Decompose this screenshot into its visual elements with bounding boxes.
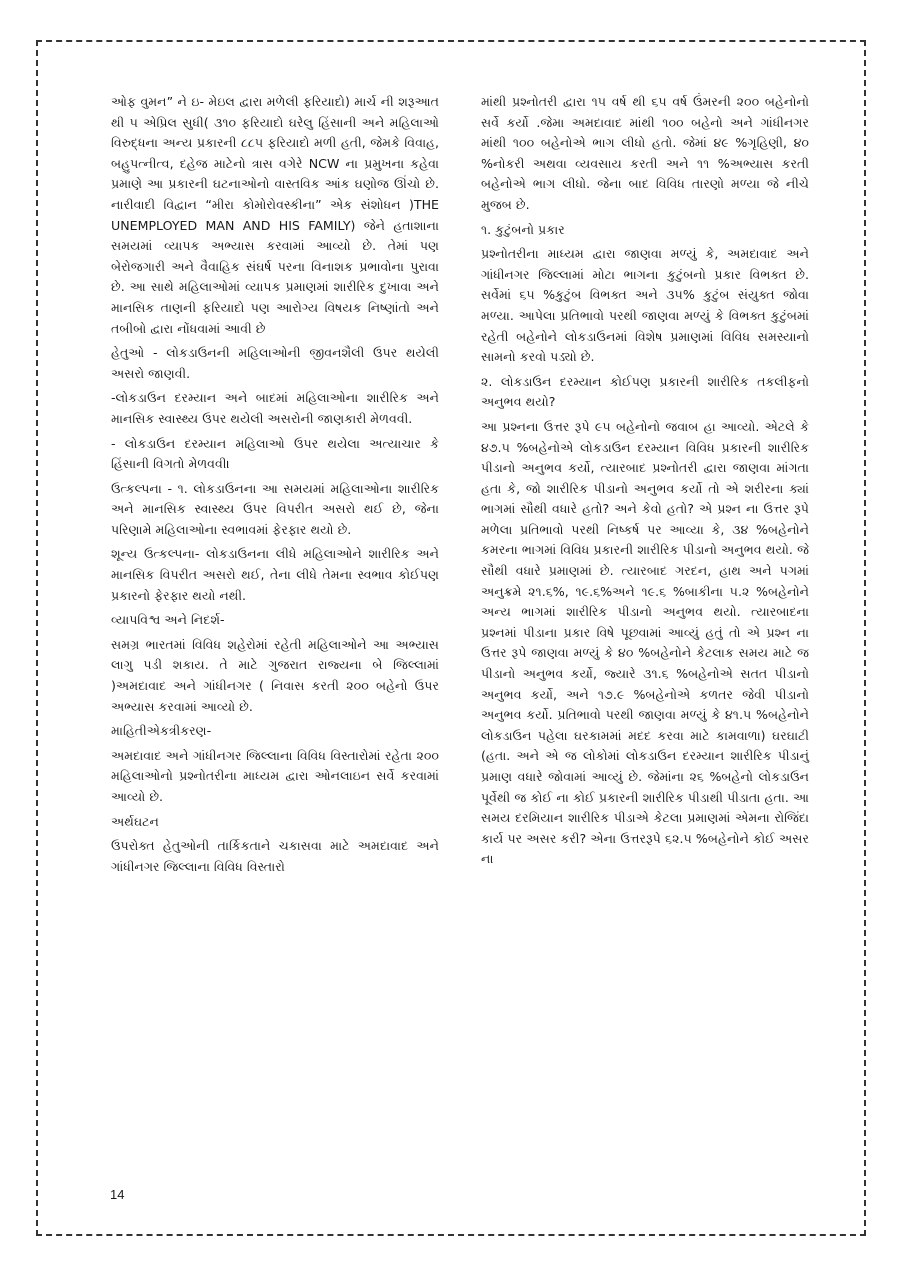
section-heading: અર્થઘટન <box>111 813 159 829</box>
paragraph: ઓફ વુમન” ને ઇ- મેઇલ દ્વારા મળેલી ફરિયાદો) માર્ચ ની શરૂઆત થી ૫ એપ્રિલ સુધી( ૩૧૦ ફરિયાદો ઘરેલુ હિંસાની અને મહિલાઓ વિરુદ્ધના અન્ય પ્રકારની ૮૮૫ ફરિયાદો મળી હતી, જેમકે વિવાહ, બહુપત્નીત્વ, દહેજ માટેનો ત્રાસ વગેરે NCW ના પ્રમુખના કહેવા પ્રમાણે આ પ્રકારની ઘટનાઓનો વાસ્તવિક આંક ઘણોજ ઊંચો છે. નારીવાદી વિદ્વાન “મીરા કોમોરોવસ્કીના” એક સંશોધન )THE UNEMPLOYED MAN AND HIS FAMILY) જેને હતાશાના સમયમાં વ્યાપક અભ્યાસ કરવામાં આવ્યો છે. તેમાં પણ બેરોજગારી અને વૈવાહિક સંઘર્ષ પરના વિનાશક પ્રભાવોના પુરાવા છે. આ સાથે મહિલાઓમાં વ્યાપક પ્રમાણમાં શારીરિક દુખાવા અને માનસિક તાણની ફરિયાદો પણ આરોગ્ય વિષયક નિષ્ણાંતો અને તબીબો દ્વારા નોંધવામાં આવી છે <box>111 94 439 336</box>
section-heading: ૧. કુટુંબનો પ્રકાર <box>481 221 565 237</box>
paragraph: ઉત્કલ્પના - ૧. લોકડાઉનના આ સમયમાં મહિલાઓના શારીરિક અને માનસિક સ્વાસ્થ્ય ઉપર વિપરીત અસરો થઈ છે, જેના પરિણામે મહિલાઓના સ્વભાવમાં ફેરફાર થયો છે. <box>111 480 439 537</box>
left-column <box>111 92 439 881</box>
paragraph: માંથી પ્રશ્નોતરી દ્વારા ૧૫ વર્ષ થી ૬૫ વર્ષ ઉંમરની ૨૦૦ બહેનોનો સર્વે કર્યો .જેમા અમદાવાદ માંથી ૧૦૦ બહેનો અને ગાંધીનગર માંથી ૧૦૦ બહેનોએ ભાગ લીધો હતો. જેમાં ૪૯ %ગૃહિણી, ૪૦ %નોકરી અથવા વ્યવસાય કરતી અને ૧૧ %અભ્યાસ કરતી બહેનોએ ભાગ લીધો. જેના બાદ વિવિધ તારણો મળ્યા જે નીચે મુજબ છે. <box>481 94 809 212</box>
paragraph: અમદાવાદ અને ગાંધીનગર જિલ્લાના વિવિધ વિસ્તારોમાં રહેતા ૨૦૦ મહિલાઓનો પ્રશ્નોતરીના માધ્યમ દ્વારા ઓનલાઇન સર્વે કરવામાં આવ્યો છે. <box>111 747 439 804</box>
section-heading: માહિતીએકત્રીકરણ- <box>111 723 212 739</box>
right-column <box>481 92 809 874</box>
paragraph: - લોકડાઉન દરમ્યાન મહિલાઓ ઉપર થયેલા અત્યાચાર કે હિંસાની વિગતો મેળવવી। <box>111 435 439 472</box>
paragraph: આ પ્રશ્નના ઉત્તર રૂપે ૯૫ બહેનોનો જવાબ હા આવ્યો. એટલે કે ૪૭.૫ %બહેનોએ લોકડાઉન દરમ્યાન વિવિધ પ્રકારની શારીરિક પીડાનો અનુભવ કર્યો, ત્યારબાદ પ્રશ્નોતરી દ્વારા જાણવા માંગતા હતા કે, જો શારીરિક પીડાનો અનુભવ કર્યો તો એ શરીરના ક્યાં ભાગમાં સૌથી વધારે હતો? અને કેવો હતો? એ પ્રશ્ન ના ઉત્તર રૂપે મળેલા પ્રતિભાવો પરથી નિષ્કર્ષ પર આવ્યા કે, ૩૪ %બહેનોને કમરના ભાગમાં વિવિધ પ્રકારની શારીરિક પીડાનો અનુભવ થયો. જે સૌથી વધારે પ્રમાણમાં છે. ત્યારબાદ ગરદન, હાથ અને પગમાં અનુક્રમે ૨૧.૬%, ૧૯.૬%અને ૧૯.૬ %બાકીના ૫.૨ %બહેનોને અન્ય ભાગમાં શારીરિક પીડાનો અનુભવ થયો. ત્યારબાદના પ્રશ્નમાં પીડાના પ્રકાર વિષે પૂછવામાં આવ્યું હતું તો એ પ્રશ્ન ના ઉત્તર રૂપે જાણવા મળ્યું કે ૪૦ %બહેનોને કેટલાક સમય માટે જ પીડાનો અનુભવ કર્યો, જ્યારે ૩૧.૬ %બહેનોએ સતત પીડાનો અનુભવ કર્યો, અને ૧૭.૯ %બહેનોએ કળતર જેવી પીડાનો અનુભવ કર્યો. પ્રતિભાવો પરથી જાણવા મળ્યું કે ૪૧.૫ %બહેનોને લોકડાઉન પહેલા ઘરકામમાં મદદ કરવા માટે કામવાળા) ઘરઘાટી (હતા. અને એ જ લોકોમાં લોકડાઉન દરમ્યાન શારીરિક પીડાનું પ્રમાણ વધારે જોવામાં આવ્યું છે. જેમાંના ૨૬ %બહેનો લોકડાઉન પૂર્વેથી જ કોઈ ના કોઈ પ્રકારની શારીરિક પીડાથી પીડાતા હતા. આ સમય દરમિયાન શારીરિક પીડાએ કેટલા પ્રમાણમાં એમના રોજિંદા કાર્ય પર અસર કરી? એના ઉત્તરરૂપે ૬૨.૫ %બહેનોને કોઈ અસર ના <box>481 418 809 867</box>
paragraph: શૂન્ય ઉત્કલ્પના- લોકડાઉનના લીધે મહિલાઓને શારીરિક અને માનસિક વિપરીત અસરો થઈ, તેના લીધે તેમના સ્વભાવ કોઈપણ પ્રકારનો ફેરફાર થયો નથી. <box>111 546 439 603</box>
paragraph: સમગ્ર ભારતમાં વિવિધ શહેરોમાં રહેતી મહિલાઓને આ અભ્યાસ લાગુ પડી શકાય. તે માટે ગુજરાત રાજ્યના બે જિલ્લામાં )અમદાવાદ અને ગાંધીનગર ( નિવાસ કરતી ૨૦૦ બહેનો ઉપર અભ્યાસ કરવામાં આવ્યો છે. <box>111 636 439 714</box>
question-heading: ૨. લોકડાઉન દરમ્યાન કોઈપણ પ્રકારની શારીરિક તકલીફનો અનુભવ થયો? <box>481 373 809 410</box>
paragraph: હેતુઓ - લોકડાઉનની મહિલાઓની જીવનશૈલી ઉપર થયેલી અસરો જાણવી. <box>111 345 439 381</box>
paragraph: પ્રશ્નોતરીના માધ્યમ દ્વારા જાણવા મળ્યું કે, અમદાવાદ અને ગાંધીનગર જિલ્લામાં મોટા ભાગના કુટુંબનો પ્રકાર વિભક્ત છે. સર્વેમાં ૬૫ %કુટુંબ વિભક્ત અને ૩૫% કુટુંબ સંયુક્ત જોવા મળ્યા. આપેલા પ્રતિભાવો પરથી જાણવા મળ્યું કે વિભક્ત કુટુંબમાં રહેતી બહેનોને લોકડાઉનમાં વિશેષ પ્રમાણમાં વિવિધ સમસ્યાનો સામનો કરવો પડ્યો છે. <box>481 246 809 365</box>
paragraph: ઉપરોક્ત હેતુઓની તાર્કિકતાને ચકાસવા માટે અમદાવાદ અને ગાંધીનગર જિલ્લાના વિવિધ વિસ્તારો <box>111 838 439 874</box>
paragraph: -લોકડાઉન દરમ્યાન અને બાદમાં મહિલાઓના શારીરિક અને માનસિક સ્વાસ્થ્ય ઉપર થયેલી અસરોની જાણકારી મેળવવી. <box>111 390 439 426</box>
page-number: 14 <box>110 1187 125 1202</box>
section-heading: વ્યાપવિશ્વ અને નિદર્શ- <box>111 612 225 628</box>
